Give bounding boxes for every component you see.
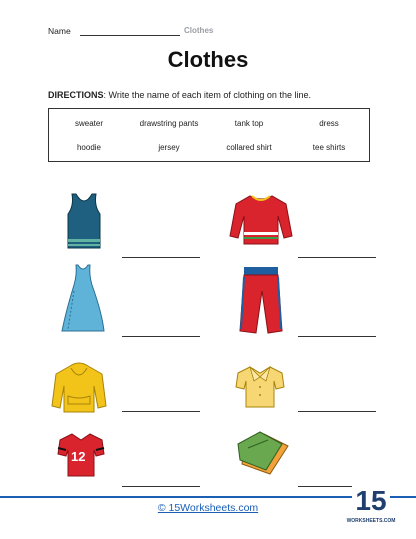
word-bank-item: dress <box>319 119 339 128</box>
page-title: Clothes <box>167 47 249 72</box>
word-bank-item: jersey <box>158 143 180 152</box>
word-bank-item: hoodie <box>76 143 102 152</box>
word-bank <box>48 108 370 162</box>
dress-icon <box>58 263 108 335</box>
word-bank-item: tee shirts <box>312 143 346 152</box>
tee-shirts-icon <box>234 428 292 478</box>
directions-prefix: DIRECTIONS <box>48 90 104 100</box>
word-bank-item: sweater <box>74 119 103 128</box>
collared-shirt-icon <box>234 365 286 409</box>
directions-text: : Write the name of each item of clothing on the line. <box>103 90 311 100</box>
answer-line[interactable] <box>122 411 200 412</box>
hoodie-icon <box>50 362 108 416</box>
header-topic: Clothes <box>184 26 214 35</box>
tank-top-icon <box>62 192 106 252</box>
answer-line[interactable] <box>298 411 376 412</box>
answer-line[interactable] <box>122 257 200 258</box>
logo-text: WORKSHEETS.COM <box>346 518 396 524</box>
copyright-link[interactable]: © 15Worksheets.com <box>157 502 259 514</box>
word-bank-item: collared shirt <box>226 143 272 152</box>
name-line[interactable] <box>80 35 180 36</box>
sweater-icon <box>228 192 294 248</box>
answer-line[interactable] <box>122 336 200 337</box>
jersey-number: 12 <box>71 449 86 464</box>
drawstring-pants-icon <box>236 265 286 337</box>
answer-line[interactable] <box>298 257 376 258</box>
name-label: Name <box>48 26 71 36</box>
word-bank-item: drawstring pants <box>139 119 199 128</box>
answer-line[interactable] <box>298 336 376 337</box>
answer-line[interactable] <box>122 486 200 487</box>
directions <box>48 90 311 100</box>
worksheets-logo <box>346 480 396 526</box>
word-bank-item: tank top <box>234 119 264 128</box>
logo-number: 15 <box>355 485 387 516</box>
